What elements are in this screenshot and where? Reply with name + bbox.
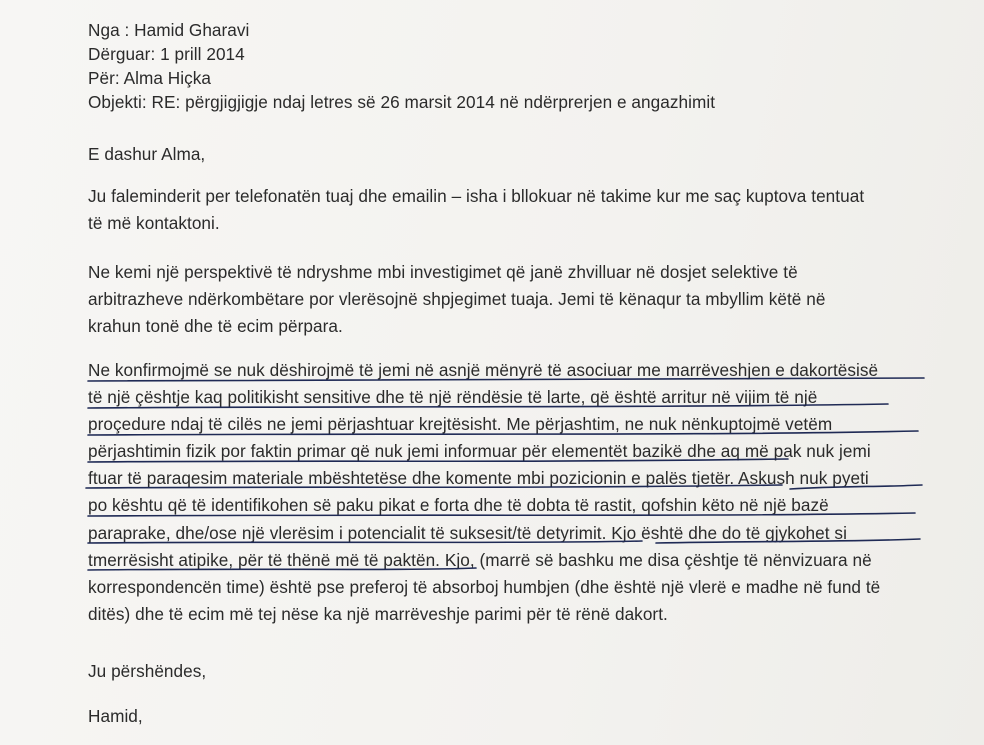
signature: Hamid, <box>88 706 143 726</box>
paragraph-line: tmerrësisht atipike, për të thënë më të paktën. Kjo, (marrë së bashku me disa çështje të nënvizuara në <box>88 550 872 570</box>
closing: Ju përshëndes, <box>88 661 207 681</box>
paragraph-line: korrespondencën time) është pse preferoj të absorboj humbjen (dhe është një vlerë e madhe në fund të <box>88 577 881 597</box>
paragraph-line: arbitrazheve ndërkombëtare por vlerësojnë shpjegimet tuaja. Jemi të kënaqur ta mbyllim këtë në <box>88 289 826 309</box>
paragraph-line: Ne kemi një perspektivë të ndryshme mbi investigimet që janë zhvilluar në dosjet selektive të <box>88 262 798 282</box>
paragraph-line: paraprake, dhe/ose një vlerësim i potencialit të suksesit/të detyrimit. Kjo është dhe do të gjykohet si <box>88 523 847 543</box>
paragraph-line: Ne konfirmojmë se nuk dëshirojmë të jemi në asnjë mënyrë të asociuar me marrëveshjen e dakortësisë <box>88 360 879 380</box>
paragraph-line: ftuar të paraqesim materiale mbështetëse dhe komente mbi pozicionin e palës tjetër. Askush nuk pyeti <box>88 468 869 488</box>
paragraph-line: krahun tonë dhe të ecim përpara. <box>88 316 343 336</box>
paragraph-line: ditës) dhe të ecim më tej nëse ka një marrëveshje parimi për të rënë dakort. <box>88 604 668 624</box>
header-from: Nga : Hamid Gharavi <box>88 20 250 40</box>
paragraph-line: përjashtimin fizik por faktin primar që nuk jemi informuar për elementët bazikë dhe aq më pak nuk jemi <box>88 441 871 461</box>
paragraph-line: Ju faleminderit per telefonatën tuaj dhe emailin – isha i bllokuar në takime kur me saç kuptova tentuat <box>88 186 865 206</box>
paragraph-line: po kështu që të identifikohen së paku pikat e forta dhe të dobta të rastit, qofshin këto në një bazë <box>88 495 829 515</box>
paragraph-line: të më kontaktoni. <box>88 213 220 233</box>
header-subject: Objekti: RE: përgjigjigje ndaj letres së 26 marsit 2014 në ndërprerjen e angazhimit <box>88 92 716 112</box>
paragraph-line: proçedure ndaj të cilës ne jemi përjashtuar krejtësisht. Me përjashtim, ne nuk nënkuptojmë vetëm <box>88 414 833 434</box>
salutation: E dashur Alma, <box>88 144 206 164</box>
paragraph-line: të një çështje kaq politikisht sensitive dhe të një rëndësie të larte, që është arritur në vijim të një <box>88 387 818 407</box>
header-to: Për: Alma Hiçka <box>88 68 212 88</box>
header-sent: Dërguar: 1 prill 2014 <box>88 44 245 64</box>
